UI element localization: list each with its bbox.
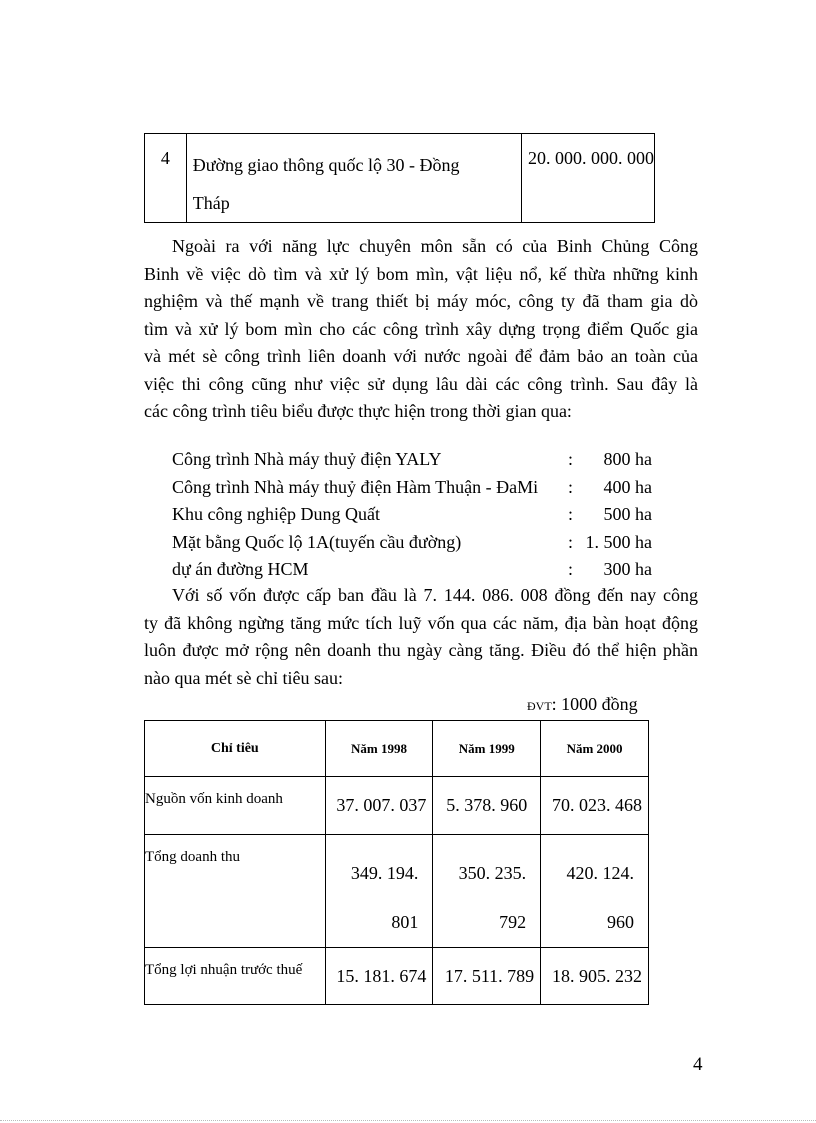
paragraph-line: tìm và xử lý bom mìn cho các công trình xây dựng trọng điểm Quốc gia: [144, 318, 698, 339]
list-item: [172, 474, 652, 502]
paragraph-line: việc thi công cũng như việc sử dụng lâu dài các công trình. Sau đây là: [144, 373, 698, 394]
project-list-colon: :: [568, 504, 574, 524]
project-list-colon: :: [568, 559, 574, 579]
table-cell: [541, 835, 649, 948]
list-item: [172, 529, 652, 557]
table-cell: 17. 511. 789: [433, 948, 541, 1005]
table-row: [145, 134, 655, 223]
cell-part: 801: [391, 912, 419, 932]
unit-text: : 1000 đồng: [551, 694, 638, 714]
project-list-name: Công trình Nhà máy thuỷ điện Hàm Thuận - ĐaMi: [172, 476, 539, 497]
paragraph-line: các công trình tiêu biểu được thực hiện trong thời gian qua:: [144, 401, 572, 421]
project-list-name: Công trình Nhà máy thuỷ điện YALY: [172, 449, 442, 469]
table-cell: 70. 023. 468: [541, 777, 649, 835]
project-cost-table: [144, 133, 655, 223]
project-list-name: Khu công nghiệp Dung Quất: [172, 504, 380, 524]
column-header: Năm 1998: [325, 721, 433, 777]
row-label: Tổng lợi nhuận trước thuế: [145, 948, 326, 1005]
project-name-line-2: Tháp: [192, 193, 230, 213]
row-label: Tổng doanh thu: [145, 835, 326, 948]
table-cell: 5. 378. 960: [433, 777, 541, 835]
paragraph-demining: [144, 233, 698, 426]
paragraph-line: Với số vốn được cấp ban đầu là 7. 144. 086. 008 đồng đến nay công: [172, 585, 698, 605]
project-list-name: Mặt bằng Quốc lộ 1A(tuyến cầu đường): [172, 531, 462, 552]
row-number: 4: [145, 134, 187, 223]
list-item: [172, 501, 652, 529]
project-list-colon: :: [568, 531, 574, 552]
project-list-name: dự án đường HCM: [172, 559, 309, 579]
cell-part: 792: [499, 912, 527, 932]
project-list-area: 1. 500 ha: [585, 531, 652, 552]
unit-label: [527, 694, 638, 715]
project-list-area: 300 ha: [603, 559, 652, 579]
project-list-area: 400 ha: [603, 476, 652, 497]
cell-part: 350. 235.: [458, 863, 527, 883]
list-item: [172, 446, 652, 474]
column-header: Chỉ tiêu: [145, 721, 326, 777]
page-bottom-divider: [0, 1120, 816, 1121]
table-row: [145, 777, 649, 835]
cell-part: 420. 124.: [566, 863, 634, 883]
project-name: [186, 134, 521, 223]
project-cost: 20. 000. 000. 000: [522, 134, 655, 223]
paragraph-line: nào qua mét sè chỉ tiêu sau:: [144, 667, 343, 688]
table-cell: 15. 181. 674: [325, 948, 433, 1005]
table-cell: 37. 007. 037: [325, 777, 433, 835]
project-list-colon: :: [568, 449, 574, 469]
cell-part: 349. 194.: [350, 863, 419, 883]
project-list: [172, 446, 652, 584]
table-cell: 18. 905. 232: [541, 948, 649, 1005]
table-row: [145, 948, 649, 1005]
table-cell: [325, 835, 433, 948]
project-name-line-1: Đường giao thông quốc lộ 30 - Đồng: [192, 155, 460, 175]
list-item: [172, 556, 652, 584]
paragraph-line: ty đã không ngừng tăng mức tích luỹ vốn qua các năm, địa bàn hoạt động: [144, 612, 698, 633]
column-header: Năm 2000: [541, 721, 649, 777]
paragraph-capital: [144, 582, 698, 692]
project-list-colon: :: [568, 476, 574, 497]
table-header-row: [145, 721, 649, 777]
financial-indicators-table: [144, 720, 649, 1005]
cell-part: 960: [607, 912, 634, 932]
page-number: 4: [693, 1054, 703, 1075]
paragraph-line: luôn được mở rộng nên doanh thu ngày càng tăng. Điều đó thể hiện phần: [144, 640, 698, 660]
paragraph-line: Binh về việc dò tìm và xử lý bom mìn, vật liệu nổ, kế thừa những kinh: [144, 263, 698, 284]
row-label: Nguồn vốn kinh doanh: [145, 777, 326, 835]
project-list-area: 500 ha: [603, 504, 652, 524]
project-list-area: 800 ha: [603, 449, 652, 469]
table-cell: [433, 835, 541, 948]
paragraph-line: nghiệm và thế mạnh về trang thiết bị máy móc, công ty đã tham gia dò: [144, 291, 698, 311]
paragraph-line: và mét sè công trình liên doanh với nước ngoài để đảm bảo an toàn của: [144, 346, 698, 366]
paragraph-line: Ngoài ra với năng lực chuyên môn sẵn có của Binh Chủng Công: [172, 236, 698, 256]
column-header: Năm 1999: [433, 721, 541, 777]
unit-prefix: ĐVT: [527, 699, 552, 713]
table-row: [145, 835, 649, 948]
